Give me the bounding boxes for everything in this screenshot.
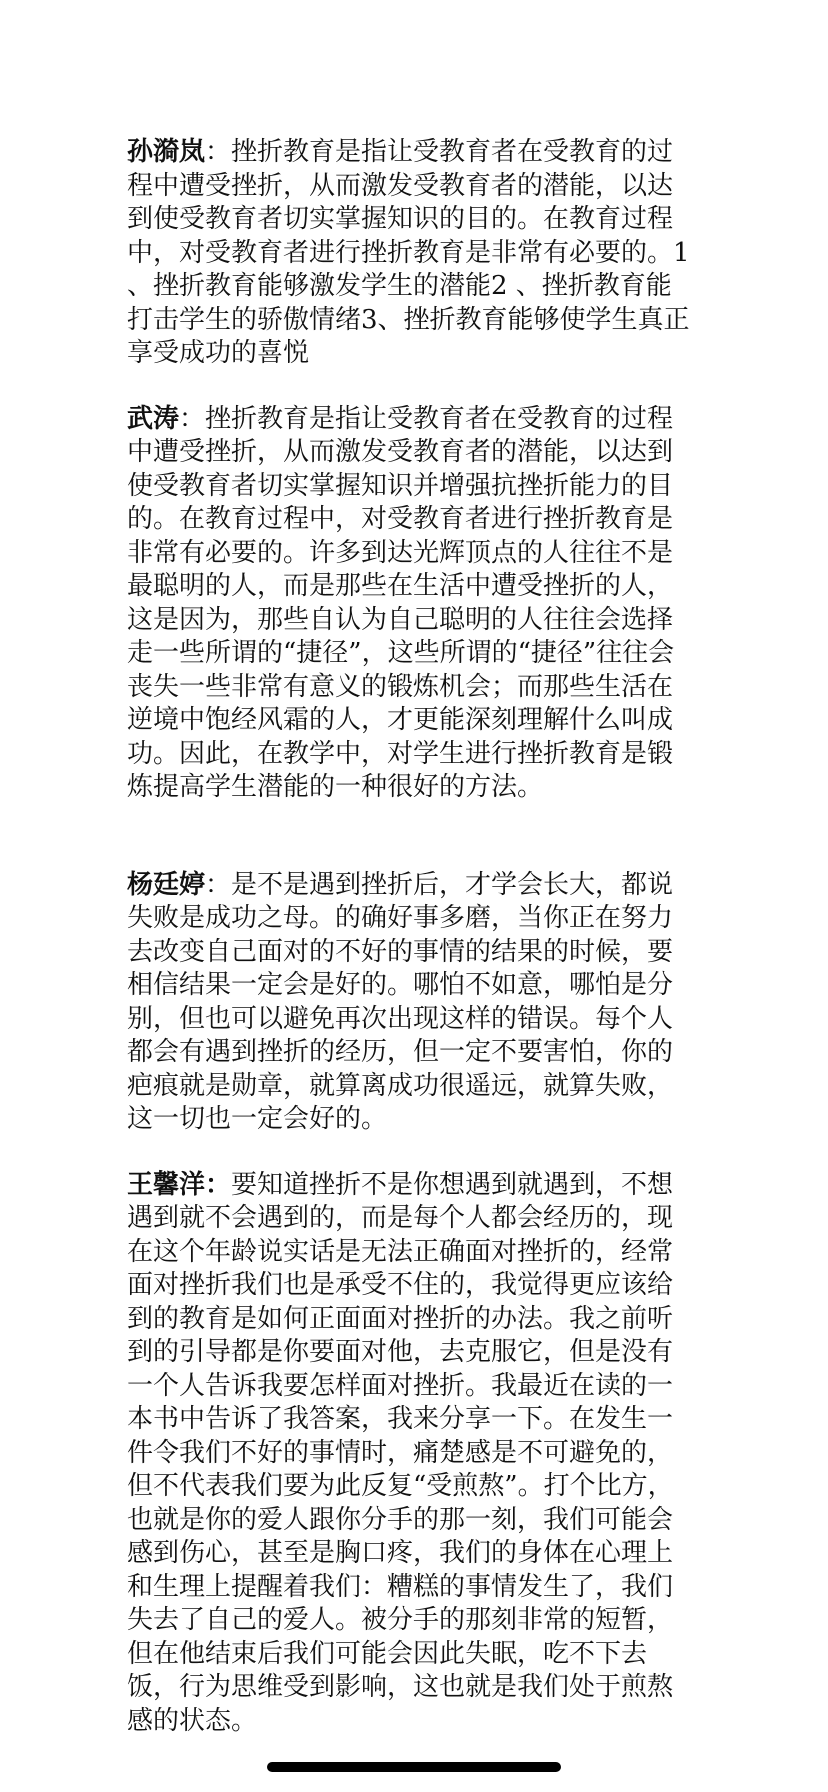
name-separator: ： (205, 1169, 232, 1200)
comment-list (127, 136, 697, 1738)
commenter-name: 王馨洋 (127, 1169, 206, 1200)
home-indicator[interactable] (267, 1762, 561, 1772)
comment-text: 挫折教育是指让受教育者在受教育的过程中遭受挫折，从而激发受教育者的潜能，以达到使受教育者切实掌握知识并增强抗挫折能力的目的。在教育过程中，对受教育者进行挫折教育是非常有必要的。许多到达光辉顶点的人往往不是最聪明的人，而是那些在生活中遭受挫折的人， 这是因为，那些自认为自己聪明的人往往会选择走一些所谓的“捷径”，这些所谓的“捷径”往往会丧失一些非常有意义的锻炼机会；而那些生活在逆境中饱经风霜的人，才更能深刻理解什么叫成功。因此，在教学中，对学生进行挫折教育是锻炼提高学生潜能的一种很好的方法。 (127, 403, 675, 802)
comment-paragraph (127, 869, 697, 1137)
comment-paragraph (127, 403, 697, 805)
name-separator: ： (179, 403, 206, 434)
commenter-name: 孙漪岚 (127, 137, 206, 167)
comment-text: 要知道挫折不是你想遇到就遇到，不想遇到就不会遇到的，而是每个人都会经历的，现在这个年龄说实话是无法正确面对挫折的，经常面对挫折我们也是承受不住的，我觉得更应该给到的教育是如何正面面对挫折的办法。我之前听到的引导都是你要面对他，去克服它，但是没有一个人告诉我要怎样面对挫折。我最近在读的一本书中告诉了我答案，我来分享一下。在发生一件令我们不好的事情时，痛楚感是不可避免的，但不代表我们要为此反复“受煎熬”。打个比方，也就是你的爱人跟你分手的那一刻，我们可能会感到伤心，甚至是胸口疼，我们的身体在心理上和生理上提醒着我们：糟糕的事情发生了，我们失去了自己的爱人。被分手的那刻非常的短暂，但在他结束后我们可能会因此失眠，吃不下去饭，行为思维受到影响，这也就是我们处于煎熬感的状态。 (127, 1169, 674, 1736)
comment-paragraph (127, 136, 697, 371)
comment-paragraph (127, 1169, 697, 1739)
comment-text: 是不是遇到挫折后，才学会长大，都说失败是成功之母。的确好事多磨，当你正在努力去改变自己面对的不好的事情的结果的时候，要相信结果一定会是好的。哪怕不如意，哪怕是分别，但也可以避免再次出现这样的错误。每个人都会有遇到挫折的经历，但一定不要害怕，你的疤痕就是勋章，就算离成功很遥远，就算失败，这一切也一定会好的。 (127, 869, 674, 1134)
name-separator: ： (205, 137, 232, 167)
commenter-name: 武涛 (127, 403, 180, 434)
commenter-name: 杨廷婷 (127, 869, 206, 900)
name-separator: ： (205, 869, 232, 900)
comment-text: 挫折教育是指让受教育者在受教育的过程中遭受挫折，从而激发受教育者的潜能，以达到使受教育者切实掌握知识的目的。在教育过程中，对受教育者进行挫折教育是非常有必要的。1 、挫折教育能够激发学生的潜能2 、挫折教育能打击学生的骄傲情绪3、挫折教育能够使学生真正享受成功的喜悦 (127, 137, 690, 368)
